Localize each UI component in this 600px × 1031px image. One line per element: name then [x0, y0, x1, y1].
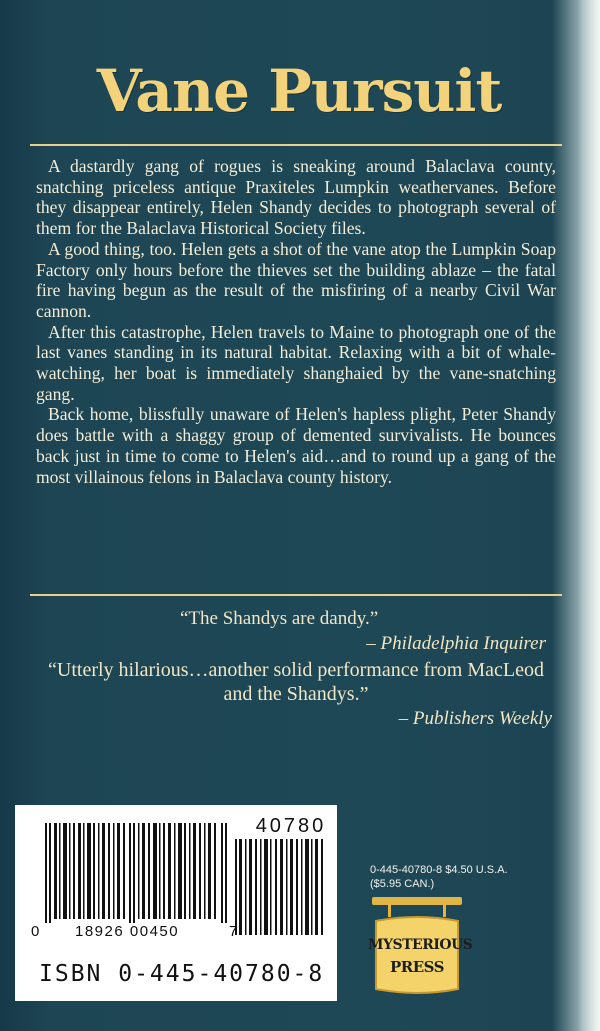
title-divider [30, 144, 562, 146]
price-line: 0-445-40780-8 $4.50 U.S.A. [370, 864, 508, 876]
barcode-digits: 18926 00450 [75, 923, 180, 940]
barcode-panel [15, 805, 337, 1001]
price-info [370, 863, 560, 891]
publisher-name-line: PRESS [389, 958, 444, 976]
book-title: Vane Pursuit [96, 57, 502, 125]
book-blurb [36, 156, 556, 487]
blurb-paragraph: A good thing, too. Helen gets a shot of the vane atop the Lumpkin Soap Factory only hours before the thieves set the building ablaze – the fatal fire having begun as the result of the misfiring of a nearby Civil War cannon. [36, 238, 556, 321]
quote-text: “The Shandys are dandy.” [180, 608, 379, 629]
publisher-logo [368, 893, 473, 1003]
quote-source: – Publishers Weekly [398, 708, 552, 729]
price-line: ($5.95 CAN.) [370, 878, 435, 890]
barcode-addon-icon [235, 839, 325, 935]
blurb-paragraph: After this catastrophe, Helen travels to Maine to photograph one of the last vanes standing in its natural habitat. Relaxing with a bit of whale-watching, her boat is immediately shanghaied by the vane-snatching gang. [36, 321, 556, 404]
isbn-text: ISBN 0-445-40780-8 [39, 961, 325, 987]
barcode-digit-left: 0 [31, 923, 40, 940]
blurb-paragraph: Back home, blissfully unaware of Helen's hapless plight, Peter Shandy does battle with a shaggy group of demented survivalists. He bounces back just in time to come to Helen's aid…and to round up a gang of the most villainous felons in Balaclava county history. [36, 404, 556, 487]
quote-source: – Philadelphia Inquirer [366, 633, 546, 654]
quote-text: “Utterly hilarious…another solid performance from MacLeod and the Shandys.” [48, 659, 544, 705]
cover-edge [578, 0, 600, 1031]
blurb-paragraph: A dastardly gang of rogues is sneaking around Balaclava county, snatching priceless antique Praxiteles Lumpkin weathervanes. Before they disappear entirely, Helen Shandy decides to photograph several of them for the Balaclava Historical Society files. [36, 156, 556, 239]
review-quote [40, 658, 552, 731]
barcode-icon [45, 823, 231, 923]
review-quote [150, 606, 550, 656]
barcode-digit-right: 7 [229, 923, 238, 940]
quotes-divider [30, 594, 562, 596]
publisher-name-line: MYSTERIOUS [368, 937, 473, 953]
barcode-addon-number: 40780 [255, 815, 327, 837]
